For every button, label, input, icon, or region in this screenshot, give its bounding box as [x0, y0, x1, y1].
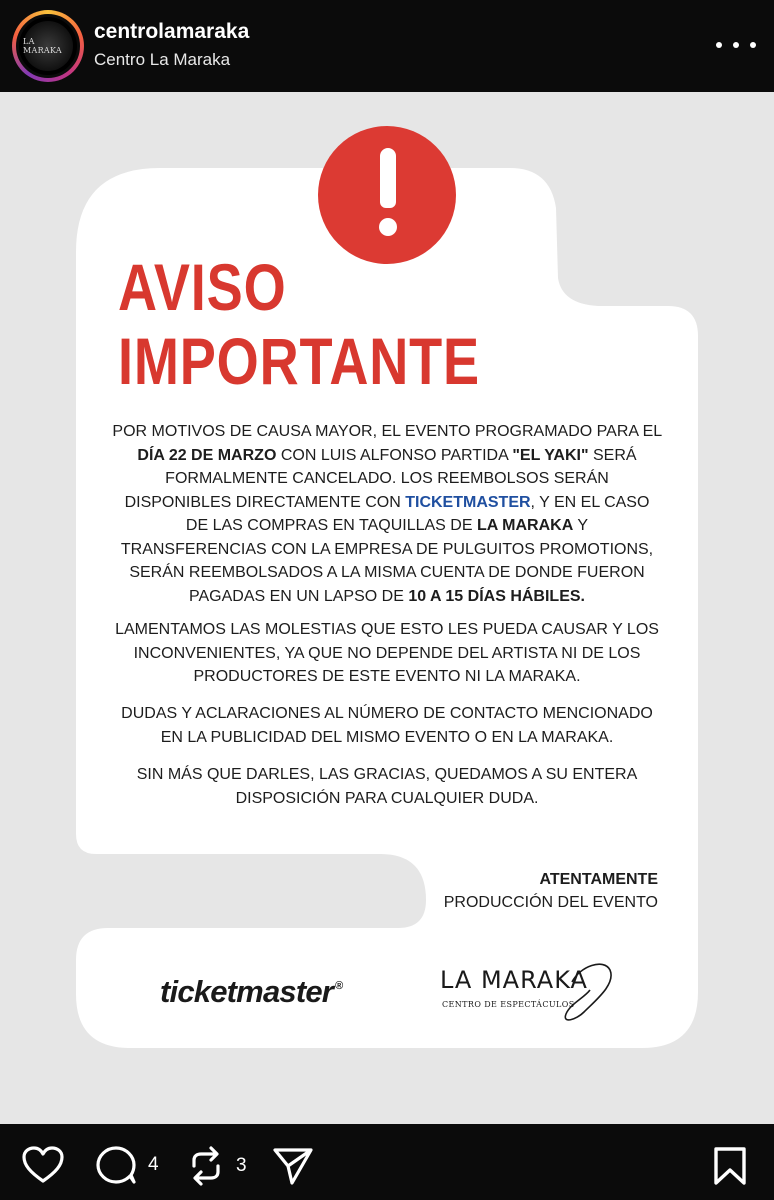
lamaraka-swirl-icon — [540, 960, 620, 1030]
avatar-image — [16, 14, 80, 78]
alert-icon — [318, 126, 456, 264]
bookmark-icon — [712, 1146, 748, 1186]
avatar-logo-text: LA MARAKA — [23, 37, 62, 55]
notice-title-line1: AVISO — [118, 250, 287, 324]
refund-period: 10 A 15 DÍAS HÁBILES. — [408, 587, 585, 605]
text-span: POR MOTIVOS DE CAUSA MAYOR, EL EVENTO PROGRAMADO PARA EL — [112, 423, 662, 440]
reposts-count: 3 — [236, 1155, 247, 1176]
notice-paragraph-2: LAMENTAMOS LAS MOLESTIAS QUE ESTO LES PUEDA CAUSAR Y LOS INCONVENIENTES, YA QUE NO DEPENDE DEL ARTISTA NI DE LOS PRODUCTORES DE ESTE EVENTO NI LA MARAKA. — [115, 621, 659, 685]
signature-line2: PRODUCCIÓN DEL EVENTO — [443, 894, 658, 911]
notice-paragraph-1 — [112, 420, 662, 608]
post-image — [0, 92, 774, 1124]
post-actions-bar — [0, 1124, 774, 1200]
notice-paragraph-3: DUDAS Y ACLARACIONES AL NÚMERO DE CONTACTO MENCIONADO EN LA PUBLICIDAD DEL MISMO EVENTO O EN LA MARAKA. — [121, 705, 653, 746]
ticketmaster-logo-text: ticketmaster — [160, 974, 334, 1009]
comment-button[interactable] — [96, 1146, 159, 1184]
display-name: Centro La Maraka — [94, 50, 231, 69]
lamaraka-logo-text: LA MARAKA — [440, 966, 588, 994]
registered-mark: ® — [335, 980, 343, 992]
lamaraka-logo — [440, 960, 620, 1030]
share-button[interactable] — [272, 1146, 314, 1186]
comment-icon — [96, 1146, 138, 1184]
event-date: DÍA 22 DE MARZO — [137, 446, 277, 464]
post-header — [0, 0, 774, 92]
text-span: Y TRANSFERENCIAS CON LA EMPRESA DE PULGUITOS PROMOTIONS, SERÁN REEMBOLSADOS A LA MISMA CUENTA DE DONDE FUERON PAGADAS EN UN LAPSO DE — [120, 517, 654, 605]
text-span: CON LUIS ALFONSO PARTIDA — [276, 446, 513, 464]
text-span: SERÁ FORMALMENTE CANCELADO. LOS REEMBOLSOS SERÁN DISPONIBLES DIRECTAMENTE CON — [124, 446, 637, 511]
ticketmaster-mention: TICKETMASTER — [405, 493, 531, 511]
signature-line1: ATENTAMENTE — [539, 871, 658, 888]
ticketmaster-logo — [160, 974, 342, 1010]
avatar[interactable] — [12, 10, 84, 82]
notice-paragraph-4: SIN MÁS QUE DARLES, LAS GRACIAS, QUEDAMOS A SU ENTERA DISPOSICIÓN PARA CUALQUIER DUDA. — [136, 766, 638, 807]
signature — [444, 868, 658, 914]
artist-name: "EL YAKI" — [512, 446, 589, 464]
repost-button[interactable] — [186, 1146, 247, 1186]
notice-title — [118, 250, 480, 398]
avatar-logo — [23, 21, 73, 71]
like-button[interactable] — [22, 1146, 64, 1184]
repost-icon — [186, 1146, 226, 1186]
bookmark-button[interactable] — [712, 1146, 748, 1186]
username[interactable]: centrolamaraka — [94, 20, 250, 43]
comments-count: 4 — [148, 1154, 159, 1175]
venue-name: LA MARAKA — [476, 517, 574, 534]
text-span: , Y EN EL CASO DE LAS COMPRAS EN TAQUILLAS DE — [185, 493, 650, 534]
lamaraka-logo-subtitle: CENTRO DE ESPECTÁCULOS — [442, 1000, 575, 1009]
notice-title-line2: IMPORTANTE — [118, 324, 480, 398]
heart-icon — [22, 1146, 64, 1184]
share-icon — [272, 1146, 314, 1186]
more-icon[interactable] — [716, 30, 756, 60]
